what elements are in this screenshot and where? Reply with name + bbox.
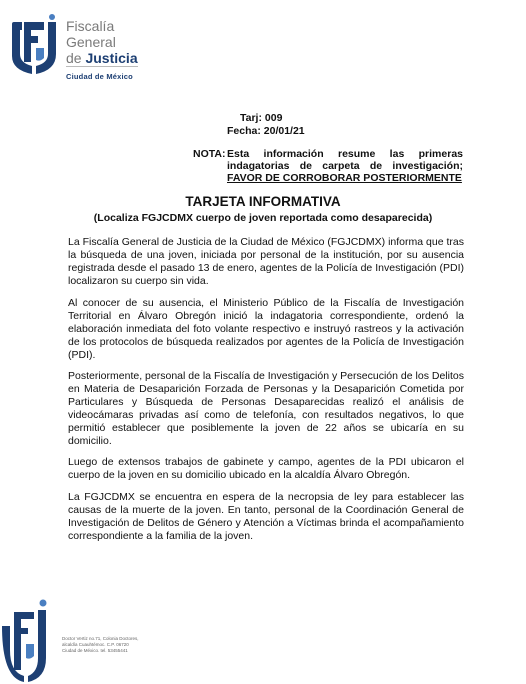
nota-label: NOTA: <box>193 148 226 160</box>
paragraph-3: Posteriormente, personal de la Fiscalía de Investigación y Persecución de los Delitos en Materia de Desaparición Forzada de Personas y la Desaparición Cometida por Particulares y Búsqueda de Personas Desaparecidas realizó el análisis de videocámaras privadas así como de telefonía, con resultados negativos, lo que permitió establecer que posiblemente la joven de 22 años se ubicaría en su domicilio. <box>68 370 464 447</box>
fecha: Fecha: 20/01/21 <box>227 125 305 137</box>
tarj-number: Tarj: 009 <box>240 112 283 124</box>
paragraph-4: Luego de extensos trabajos de gabinete y campo, agentes de la PDI ubicaron el cuerpo de la joven en su domicilio ubicado en la alcaldía Álvaro Obregón. <box>68 456 464 481</box>
fgj-logo <box>8 14 138 84</box>
footer-address-line-2: alcaldía Cuauhtémoc. C.P. 06720 <box>62 642 129 647</box>
fgj-logo-mark <box>8 14 64 76</box>
footer-address <box>62 636 139 654</box>
footer-address-line-3: Ciudad de México. tel. 53455441 <box>62 648 128 653</box>
logo-divider <box>66 66 138 67</box>
footer-address-line-1: Doctor Vertiz no.71, Colonia Doctores, <box>62 636 139 641</box>
footer-logo-mark <box>0 598 56 684</box>
logo-wordmark <box>66 18 156 85</box>
document-title: TARJETA INFORMATIVA <box>185 194 341 209</box>
logo-line-2: General <box>66 34 116 50</box>
logo-line-3: de Justicia <box>66 50 138 66</box>
logo-line-1: Fiscalía <box>66 18 115 34</box>
logo-line-4: Ciudad de México <box>66 72 133 81</box>
nota-underlined: FAVOR DE CORROBORAR POSTERIORMENTE <box>227 172 462 184</box>
nota-text: Esta información resume las primeras indagatorias de carpeta de investigación; FAVOR DE CORROBORAR POSTERIORMENTE <box>227 148 463 184</box>
paragraph-5: La FGJCDMX se encuentra en espera de la necropsia de ley para establecer las causas de la muerte de la joven. En tanto, personal de la Coordinación General de Investigación de Delitos de Género y Atención a Víctimas brinda el acompañamiento correspondiente a la familia de la joven. <box>68 491 464 542</box>
document-subtitle: (Localiza FGJCDMX cuerpo de joven reportada como desaparecida) <box>93 212 433 224</box>
paragraph-1: La Fiscalía General de Justicia de la Ciudad de México (FGJCDMX) informa que tras la búsqueda de una joven, iniciada por personal de la institución, por su ausencia registrada desde el pasado 13 de enero, agentes de la Policía de Investigación (PDI) localizaron su cuerpo sin vida. <box>68 236 464 287</box>
paragraph-2: Al conocer de su ausencia, el Ministerio Público de la Fiscalía de Investigación Territorial en Álvaro Obregón inició la indagatoria correspondiente, ordenó la elaboración inmediata del foto volante respectivo e instruyó rastreos y la activación de los protocolos de búsqueda realizados por agentes de la Policía de Investigación (PDI). <box>68 297 464 361</box>
